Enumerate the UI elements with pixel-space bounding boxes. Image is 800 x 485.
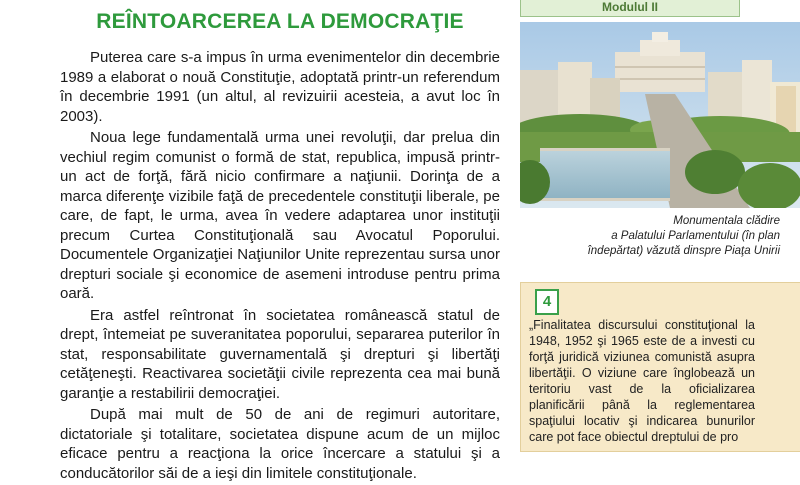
- caption-line: Monumentala clădire: [673, 215, 780, 227]
- source-quote: „Finalitatea discursului constituţional la 1948, 1952 şi 1965 este de a investi cu forţă juridică viziunea comunistă asupra libertăţii. O viziune care înglobează un teritoriu vast de la oficializarea planificării până la reglementarea spaţiului locativ şi indicarea bunurilor care pot face obiectul dreptului de pro: [529, 318, 755, 444]
- caption-line: îndepărtat) văzută dinspre Piaţa Unirii: [587, 245, 780, 257]
- source-number-badge: 4: [535, 289, 559, 315]
- caption-line: a Palatului Parlamentului (în plan: [611, 230, 780, 242]
- paragraph: Noua lege fundamentală urma unei revoluţii, dar prelua din vechiul regim comunist o formă de stat, republica, impusă printr-un act de forţă, fără nicio confirmare a naţiunii. Dorinţa de a marca diferenţe vizibile faţă de precedentele constituţii liberale, pe care, de fapt, le urma, avea în vedere adaptarea unor instituţii precum Curtea Constituţională sau Avocatul Poporului. Documentele Organizaţiei Naţiunilor Unite reprezentau sursa unor drepturi sociale şi economice de asemeni introduse pentru prima oară.: [60, 129, 500, 302]
- module-label: Modulul II: [520, 0, 740, 17]
- main-column: [60, 0, 500, 485]
- photo-caption: [520, 214, 780, 259]
- sidebar-column: [520, 0, 800, 450]
- page-title: REÎNTOARCEREA LA DEMOCRAŢIE: [96, 10, 464, 33]
- paragraph: După mai mult de 50 de ani de regimuri autoritare, dictatoriale şi totalitare, societatea dispune acum de un mijloc eficace pentru a reacţiona la orice încercare a statului şi a conducătorilor săi de a ieşi din limitele constituţionale.: [60, 406, 500, 482]
- source-box: [520, 282, 800, 452]
- parliament-photo: [520, 22, 800, 208]
- paragraph: Era astfel reîntronat în societatea românească statul de drept, întemeiat pe suveranitatea poporului, separarea puterilor în stat, responsabilitate guvernamentală şi drepturi şi libertăţi cetăţeneşti. Reactivarea societăţii civile reprezenta cea mai bună garanţie a restabilirii democraţiei.: [60, 306, 500, 402]
- paragraph: Puterea care s-a impus în urma evenimentelor din decembrie 1989 a elaborat o nouă Constituţie, adoptată printr-un referendum în decembrie 1991 (un altul, al revizuirii acesteia, a avut loc în 2003).: [60, 49, 500, 125]
